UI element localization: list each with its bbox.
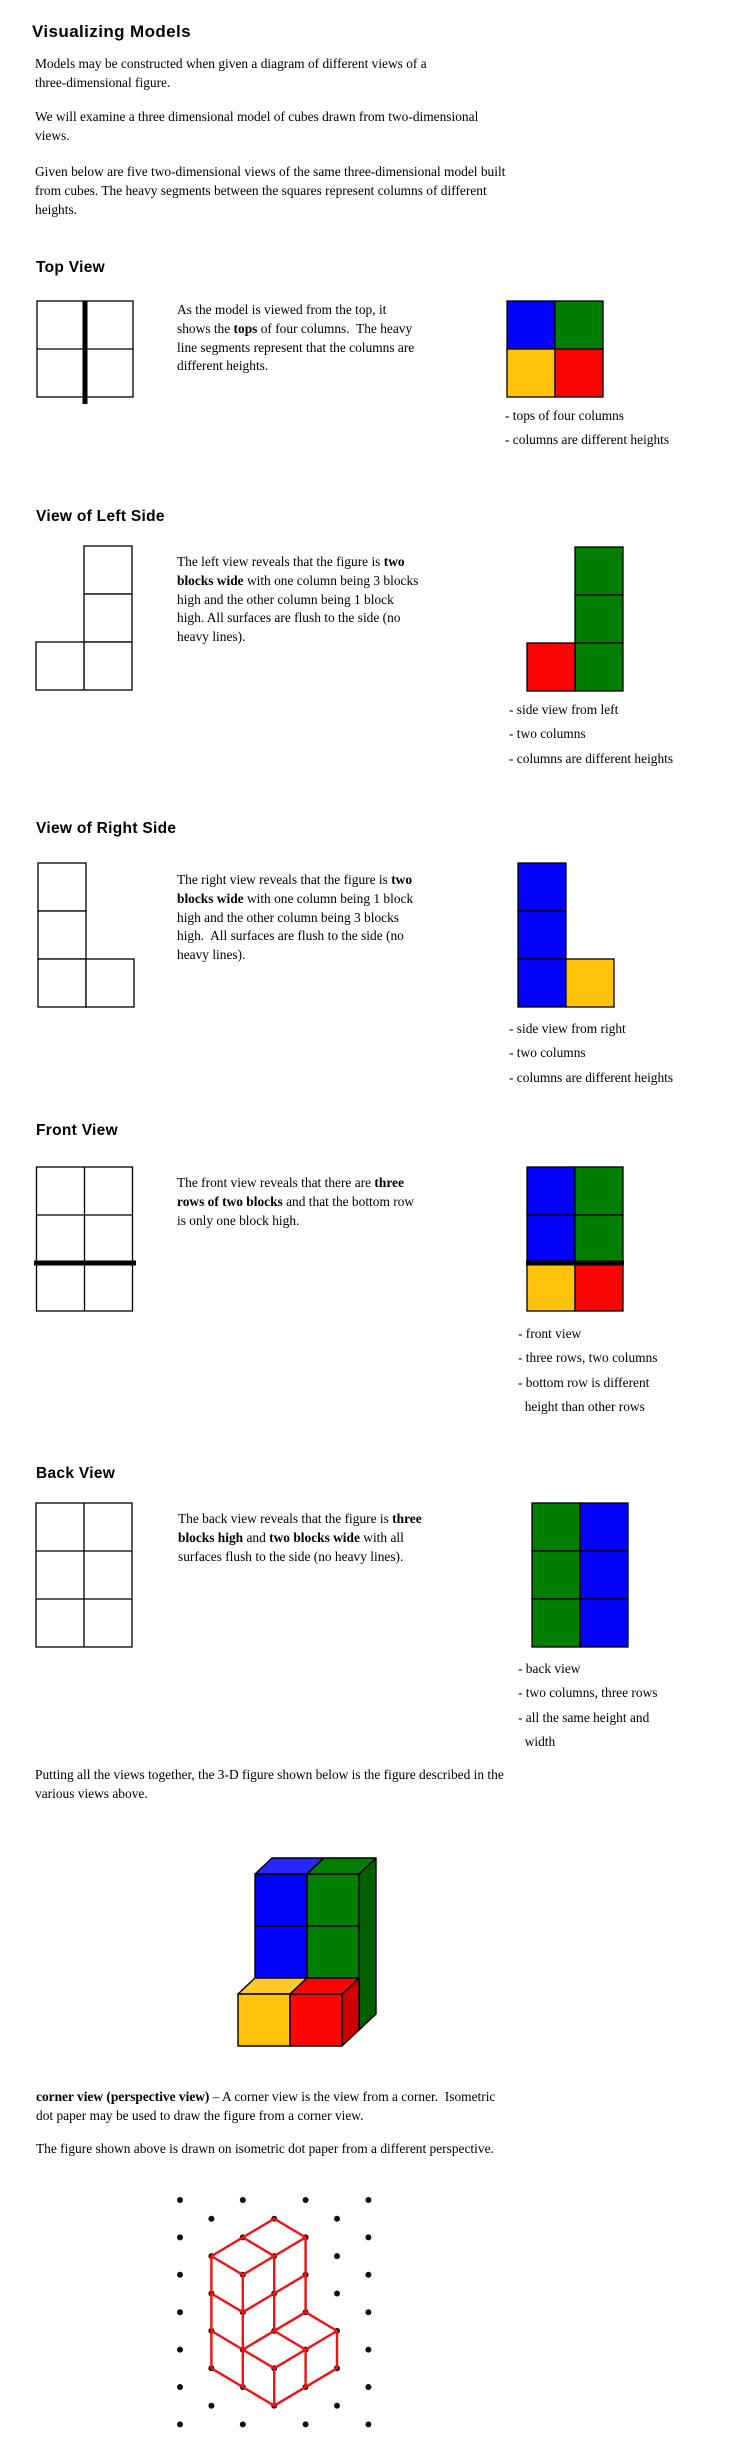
dot [334, 2403, 340, 2409]
right-view-colored-diagram [517, 862, 615, 1010]
intro-paragraph-3: Given below are five two-dimensional views of the same three-dimensional model built from cubes. The heavy segments between the squares represent columns of different heights. [35, 164, 506, 217]
dot [303, 2421, 309, 2427]
dot [365, 2234, 371, 2240]
page-title: Visualizing Models [32, 22, 191, 41]
back-view-colored-diagram [531, 1502, 629, 1650]
back-view-text: The back view reveals that the figure is three blocks high and two blocks wide with all surfaces flush to the side (no heavy lines). [178, 1511, 422, 1564]
dot [365, 2197, 371, 2203]
dot [365, 2272, 371, 2278]
dot [177, 2309, 183, 2315]
left-view-text: The left view reveals that the figure is two blocks wide with one column being 3 blocks high and the other column being 1 block high. All surfaces are flush to the side (no heavy lines). [177, 554, 419, 645]
dot [334, 2253, 340, 2259]
dot [365, 2309, 371, 2315]
front-view-line-diagram [34, 1166, 138, 1316]
heavy-horizontal-segment [526, 1261, 624, 1266]
intro-paragraph-1: Models may be constructed when given a diagram of different views of a three-dimensional figure. [35, 56, 427, 90]
top-view-heading: Top View [36, 259, 106, 276]
dot [334, 2291, 340, 2297]
back-view-heading: Back View [36, 1465, 116, 1482]
dot [177, 2234, 183, 2240]
corner-view-definition: corner view (perspective view) – A corner view is the view from a corner. Isometric dot paper may be used to draw the figure from a corner view. [36, 2089, 496, 2123]
right-view-bullets: - side view from right - two columns - columns are different heights [509, 1021, 674, 1085]
corner-view-note: The figure shown above is drawn on isometric dot paper from a different perspective. [36, 2141, 494, 2156]
top-view-text: As the model is viewed from the top, it shows the tops of four columns. The heavy line segments represent that the columns are different heights. [177, 302, 415, 374]
heavy-vertical-segment [83, 301, 88, 404]
dot [303, 2197, 309, 2203]
left-view-colored-diagram [526, 546, 624, 694]
right-view-heading: View of Right Side [36, 820, 177, 837]
right-view-text: The right view reveals that the figure is two blocks wide with one column being 1 block high and the other column being 3 blocks high. All surfaces are flush to the side (no heavy lines). [177, 872, 414, 963]
dot [177, 2421, 183, 2427]
dot [208, 2216, 214, 2222]
front-view-colored-diagram [526, 1166, 624, 1314]
left-view-heading: View of Left Side [36, 508, 165, 525]
intro-paragraph-2: We will examine a three dimensional model of cubes drawn from two-dimensional views. [35, 109, 479, 143]
dot [177, 2347, 183, 2353]
front-view-text: The front view reveals that there are three rows of two blocks and that the bottom row is only one block high. [177, 1175, 415, 1228]
dot [365, 2347, 371, 2353]
back-view-bullets: - back view - two columns, three rows - all the same height and width [518, 1661, 658, 1749]
dot [365, 2384, 371, 2390]
assembly-paragraph: Putting all the views together, the 3-D figure shown below is the figure described in the various views above. [35, 1767, 504, 1801]
heavy-horizontal-segment [34, 1261, 136, 1266]
back-view-line-diagram [35, 1502, 135, 1652]
front-view-bullets: - front view - three rows, two columns - bottom row is different height than other rows [518, 1326, 658, 1414]
dot [177, 2384, 183, 2390]
left-view-bullets: - side view from left - two columns - columns are different heights [509, 702, 674, 766]
red-wireframe [211, 2219, 337, 2406]
dot [208, 2403, 214, 2409]
right-view-line-diagram [37, 862, 137, 1012]
front-view-heading: Front View [36, 1122, 118, 1139]
dot [365, 2421, 371, 2427]
left-view-line-diagram [35, 545, 135, 695]
top-view-line-diagram [36, 300, 136, 406]
top-view-bullets: - tops of four columns - columns are different heights [505, 408, 670, 448]
dot [240, 2421, 246, 2427]
dot [177, 2272, 183, 2278]
isometric-dot-paper-figure [160, 2185, 390, 2443]
dot [240, 2197, 246, 2203]
top-view-colored-diagram [506, 300, 604, 398]
dot [334, 2216, 340, 2222]
assembled-3d-figure [232, 1849, 382, 2053]
dot [177, 2197, 183, 2203]
